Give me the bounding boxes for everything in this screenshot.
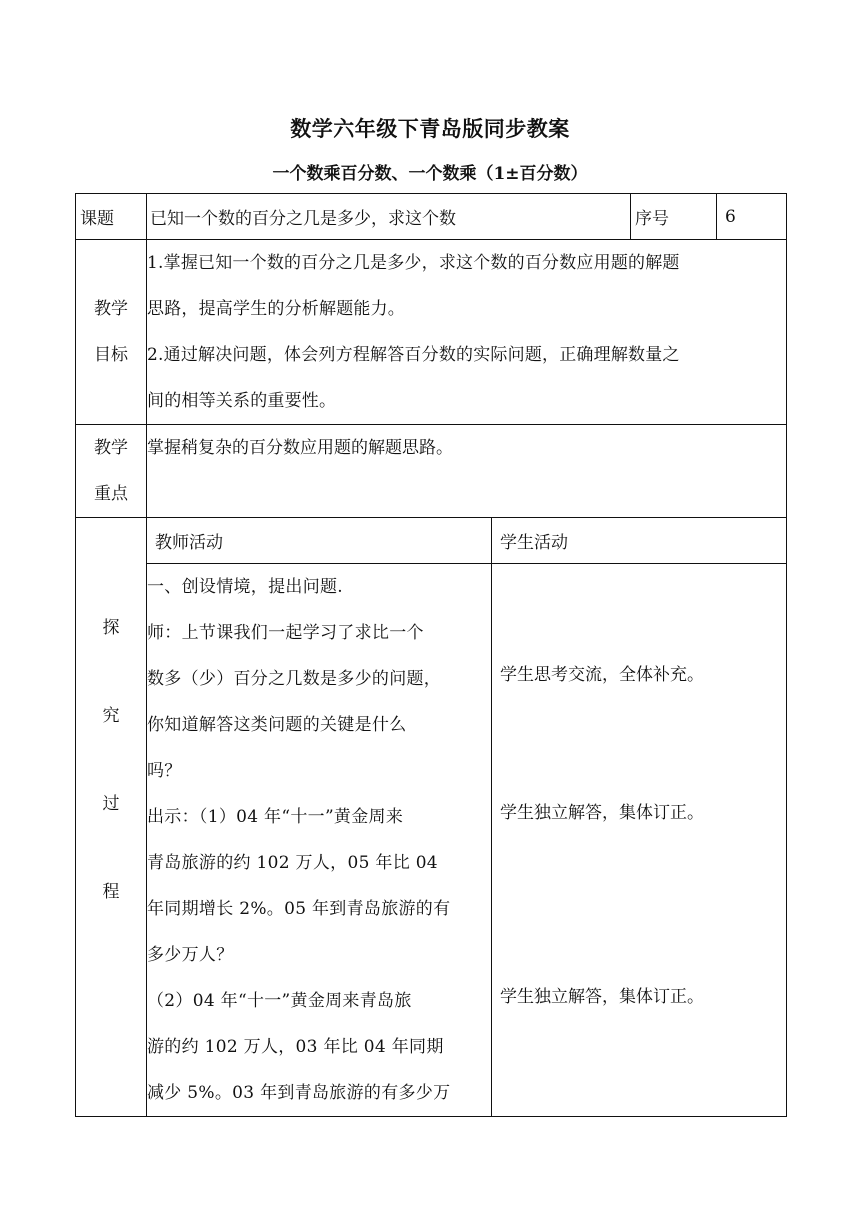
teacher-activity-header: 教师活动 bbox=[147, 518, 492, 564]
teacher-line: 青岛旅游的约 102 万人，05 年比 04 bbox=[147, 853, 438, 873]
teacher-line: （2）04 年“十一”黄金周来青岛旅 bbox=[147, 991, 412, 1011]
topic-value: 已知一个数的百分之几是多少，求这个数 bbox=[147, 194, 631, 240]
teacher-line: 吗？ bbox=[147, 761, 182, 781]
goal-line: 1.掌握已知一个数的百分之几是多少，求这个数的百分数应用题的解题 bbox=[147, 253, 680, 273]
topic-row bbox=[76, 194, 787, 240]
teacher-line: 游的约 102 万人，03 年比 04 年同期 bbox=[147, 1037, 444, 1057]
key-point-label bbox=[76, 425, 147, 518]
goals-label bbox=[76, 240, 147, 425]
student-line: 学生思考交流，全体补充。 bbox=[500, 665, 704, 685]
goals-content bbox=[147, 240, 787, 425]
explore-label-stack bbox=[76, 518, 146, 936]
student-line: 学生独立解答，集体订正。 bbox=[500, 803, 704, 823]
key-point-label-line-1: 教学 bbox=[94, 438, 128, 458]
sequence-label: 序号 bbox=[631, 194, 717, 240]
teacher-line: 减少 5%。03 年到青岛旅游的有多少万 bbox=[147, 1083, 451, 1103]
goals-label-line-1: 教学 bbox=[94, 299, 128, 319]
lesson-plan-table bbox=[75, 193, 787, 1117]
explore-char: 过 bbox=[102, 794, 120, 814]
explore-label bbox=[76, 518, 147, 1117]
goals-label-line-2: 目标 bbox=[94, 345, 128, 365]
teacher-line: 年同期增长 2%。05 年到青岛旅游的有 bbox=[147, 899, 451, 919]
activity-header-row bbox=[76, 518, 787, 564]
key-point-content: 掌握稍复杂的百分数应用题的解题思路。 bbox=[147, 425, 787, 518]
key-point-label-line-2: 重点 bbox=[94, 484, 128, 504]
topic-label: 课题 bbox=[76, 194, 147, 240]
student-activity-header: 学生活动 bbox=[492, 518, 787, 564]
teacher-line: 一、创设情境，提出问题. bbox=[147, 577, 344, 597]
teacher-line: 出示：（1）04 年“十一”黄金周来 bbox=[147, 807, 404, 827]
teacher-line: 师：上节课我们一起学习了求比一个 bbox=[147, 623, 424, 643]
goal-line: 2.通过解决问题，体会列方程解答百分数的实际问题，正确理解数量之 bbox=[147, 345, 680, 365]
goals-row bbox=[76, 240, 787, 425]
page-title: 数学六年级下青岛版同步教案 bbox=[290, 116, 570, 141]
goal-line: 思路，提高学生的分析解题能力。 bbox=[147, 299, 405, 319]
student-line: 学生独立解答，集体订正。 bbox=[500, 987, 704, 1007]
teacher-line: 数多（少）百分之几数是多少的问题， bbox=[147, 669, 442, 689]
teacher-line: 多少万人？ bbox=[147, 945, 234, 965]
goal-line: 间的相等关系的重要性。 bbox=[147, 391, 337, 411]
activity-content-row bbox=[76, 564, 787, 1117]
page-subtitle: 一个数乘百分数、一个数乘（1±百分数） bbox=[272, 164, 588, 184]
explore-char: 探 bbox=[102, 618, 120, 638]
teacher-line: 你知道解答这类问题的关键是什么 bbox=[147, 715, 407, 735]
student-activity-content bbox=[492, 564, 787, 1117]
teacher-activity-content bbox=[147, 564, 492, 1117]
sequence-value: 6 bbox=[717, 194, 787, 240]
explore-char: 程 bbox=[102, 882, 120, 902]
explore-char: 究 bbox=[102, 706, 120, 726]
key-point-row bbox=[76, 425, 787, 518]
